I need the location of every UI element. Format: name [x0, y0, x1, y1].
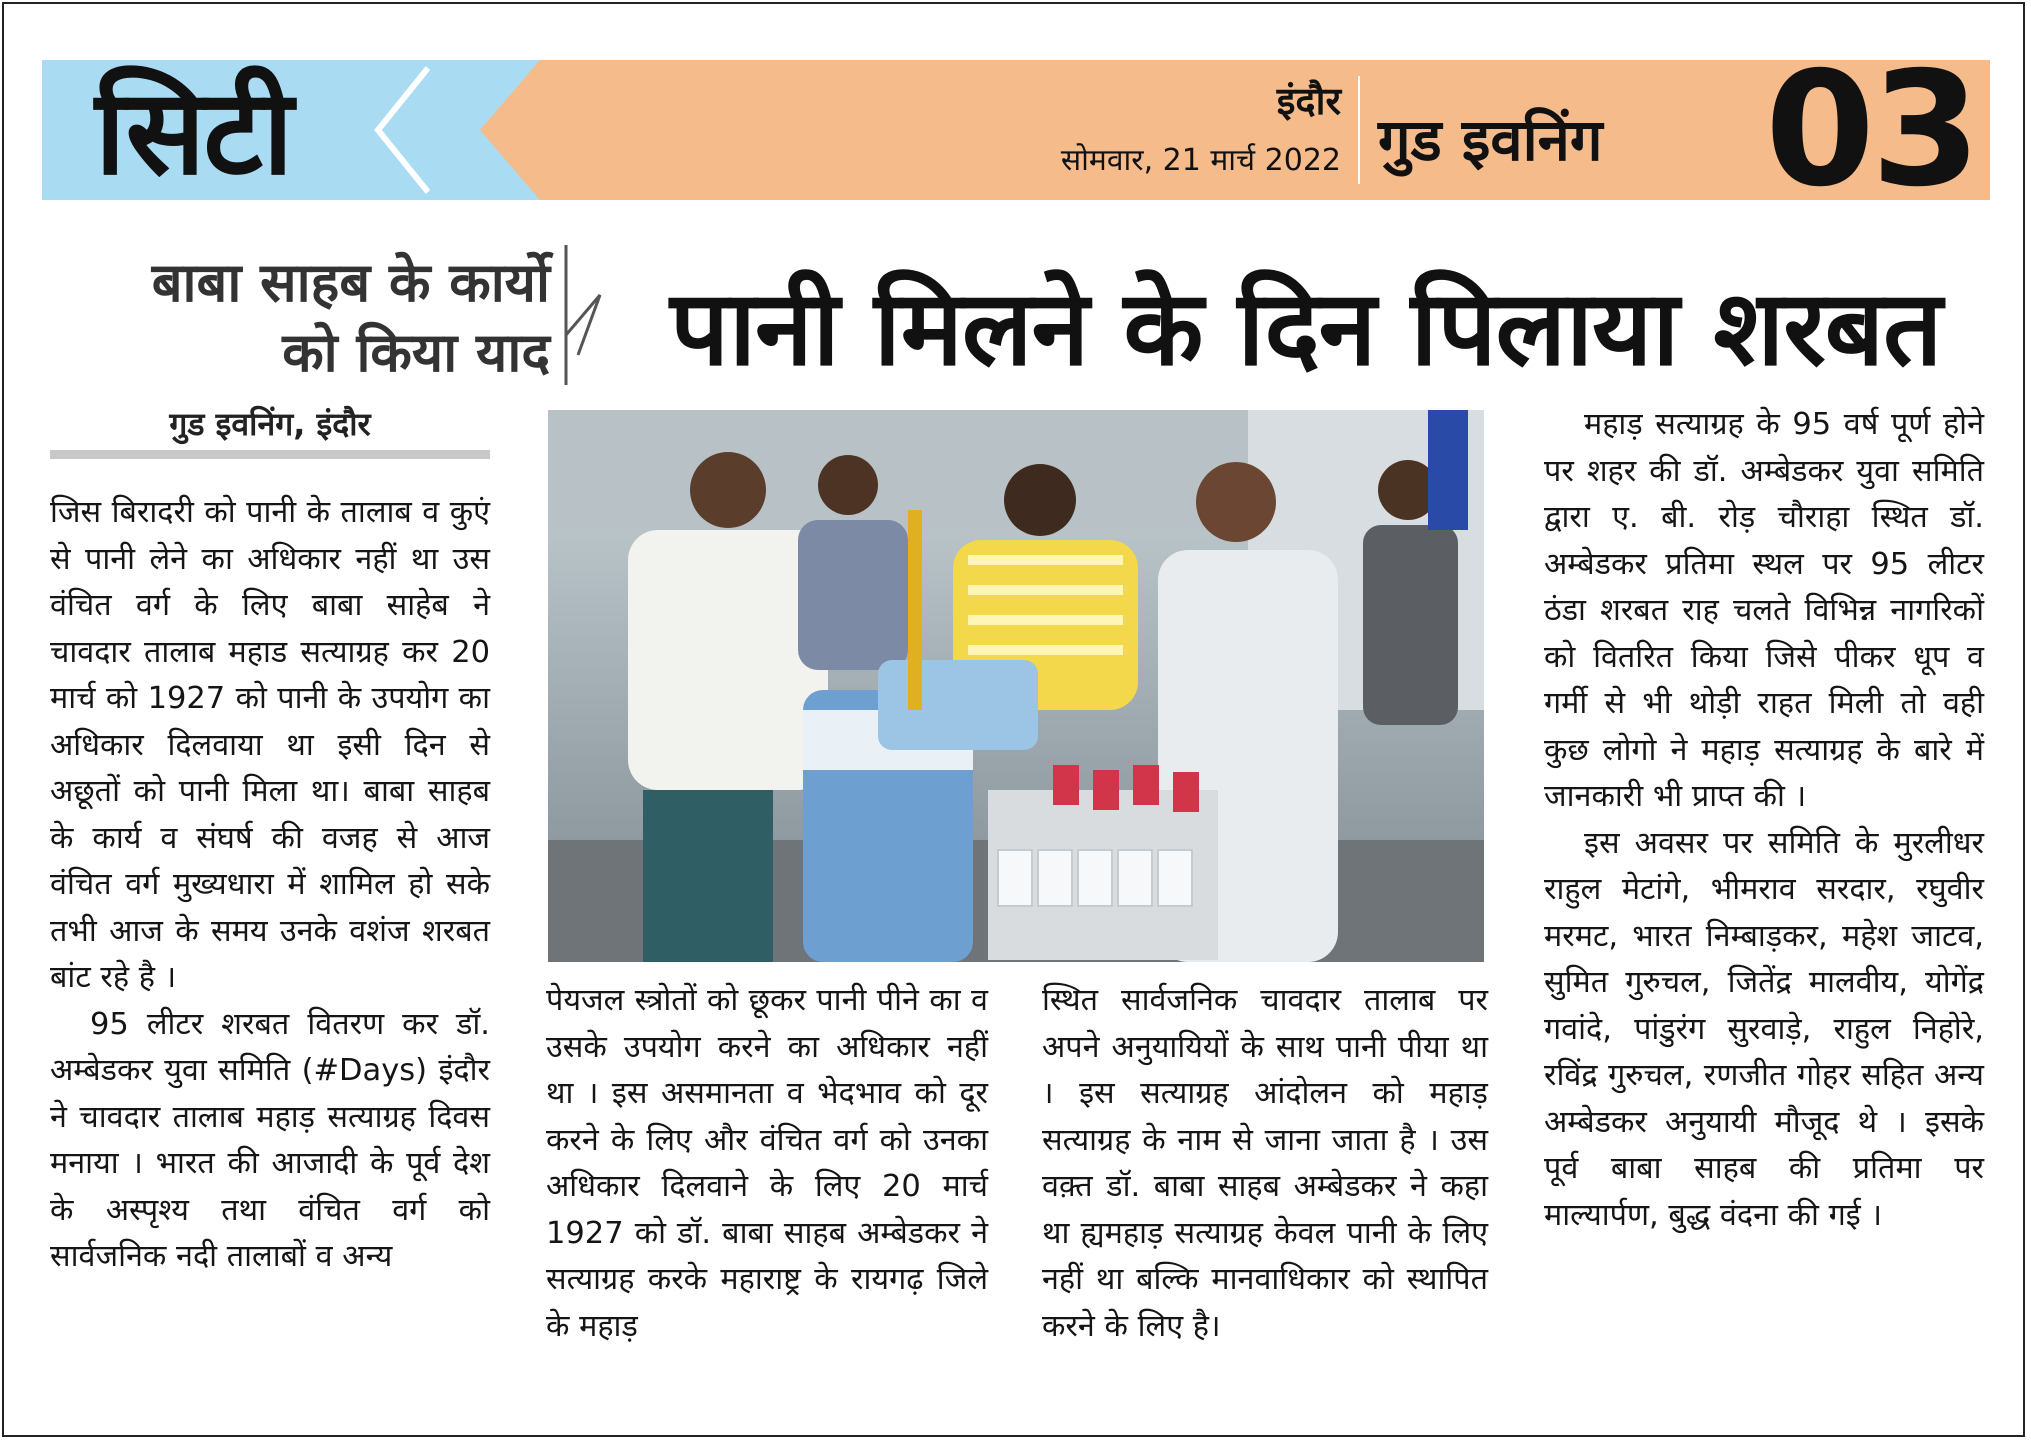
article-column-1 — [50, 490, 490, 1281]
page-number: 03 — [1765, 38, 1977, 222]
paragraph: स्थित सार्वजनिक चावदार तालाब पर अपने अनुयायियों के साथ पानी पीया था । इस सत्याग्रह आंदोलन को महाड़ सत्याग्रह के नाम से जाना जाता है । उस वक़्त डॉ. बाबा साहब अम्बेडकर ने कहा था ह्यमहाड़ सत्याग्रह केवल पानी के लिए नहीं था बल्कि मानवाधिकार को स्थापित करने के लिए है। — [1042, 983, 1488, 1344]
kicker — [60, 248, 550, 388]
article-column-4 — [1544, 402, 1984, 1239]
paragraph: जिस बिरादरी को पानी के तालाब व कुएं से पानी लेने का अधिकार नहीं था उस वंचित वर्ग के लिए बाबा साहेब ने चावदार तालाब महाड सत्याग्रह कर 20 मार्च को 1927 को पानी के उपयोग का अधिकार दिलवाया था इसी दिन से अछूतों को पानी मिला था। बाबा साहब के कार्य व संघर्ष की वजह से आज वंचित वर्ग मुख्यधारा में शामिल हो सके तभी आज के समय उनके वशंज शरबत बांट रहे है । — [50, 495, 490, 995]
kicker-slash-mark — [560, 245, 606, 385]
issue-date: सोमवार, 21 मार्च 2022 — [1060, 143, 1341, 178]
kicker-line-1: बाबा साहब के कार्यो — [151, 251, 550, 314]
byline: गुड इवनिंग, इंदौर — [169, 405, 371, 443]
newspaper-name: गुड इवनिंग — [1378, 106, 1603, 174]
paragraph: पेयजल स्त्रोतों को छूकर पानी पीने का व उसके उपयोग करने का अधिकार नहीं था । इस असमानता व भेदभाव को दूर करने के लिए और वंचित वर्ग को उनका अधिकार दिलवाने के लिए 20 मार्च 1927 को डॉ. बाबा साहब अम्बेडकर ने सत्याग्रह करके महाराष्ट्र के रायगढ़ जिले के महाड़ — [546, 983, 988, 1344]
article-column-2 — [546, 978, 988, 1350]
header-divider — [1358, 76, 1360, 184]
kicker-line-2: को किया याद — [282, 321, 550, 384]
byline-rule — [50, 450, 490, 459]
news-photo-illustration — [548, 410, 1484, 962]
city-name: इंदौर — [1276, 79, 1341, 123]
header-band-right — [480, 60, 1990, 200]
article-column-3 — [1042, 978, 1488, 1350]
paragraph: 95 लीटर शरबत वितरण कर डॉ. अम्बेडकर युवा समिति (#Days) इंदौर ने चावदार तालाब महाड़ सत्याग्रह दिवस मनाया । भारत की आजादी के पूर्व देश के अस्पृश्य तथा वंचित वर्ग को सार्वजनिक नदी तालाबों व अन्य — [50, 1006, 490, 1274]
headline: पानी मिलने के दिन पिलाया शरबत — [670, 267, 1942, 389]
news-photo — [548, 410, 1484, 962]
chevron-divider — [370, 60, 430, 200]
paragraph: महाड़ सत्याग्रह के 95 वर्ष पूर्ण होने पर शहर की डॉ. अम्बेडकर युवा समिति द्वारा ए. बी. रोड़ चौराहा स्थित डॉ. अम्बेडकर प्रतिमा स्थल पर 95 लीटर ठंडा शरबत राह चलते विभिन्न नागरिकों को वितरित किया जिसे पीकर धूप व गर्मी से भी थोड़ी राहत मिली तो वही कुछ लोगो ने महाड़ सत्याग्रह के बारे में जानकारी भी प्राप्त की । — [1544, 407, 1984, 814]
section-title: सिटी — [95, 63, 292, 201]
paragraph: इस अवसर पर समिति के मुरलीधर राहुल मेटांगे, भीमराव सरदार, रघुवीर मरमट, भारत निम्बाड़कर, महेश जाटव, सुमित गुरुचल, जितेंद्र मालवीय, योगेंद्र गवांदे, पांडुरंग सुरवाड़े, राहुल निहोरे, रविंद्र गुरुचल, रणजीत गोहर सहित अन्य अम्बेडकर अनुयायी मौजूद थे । इसके पूर्व बाबा साहब की प्रतिमा पर माल्यार्पण, बुद्ध वंदना की गई । — [1544, 825, 1984, 1233]
